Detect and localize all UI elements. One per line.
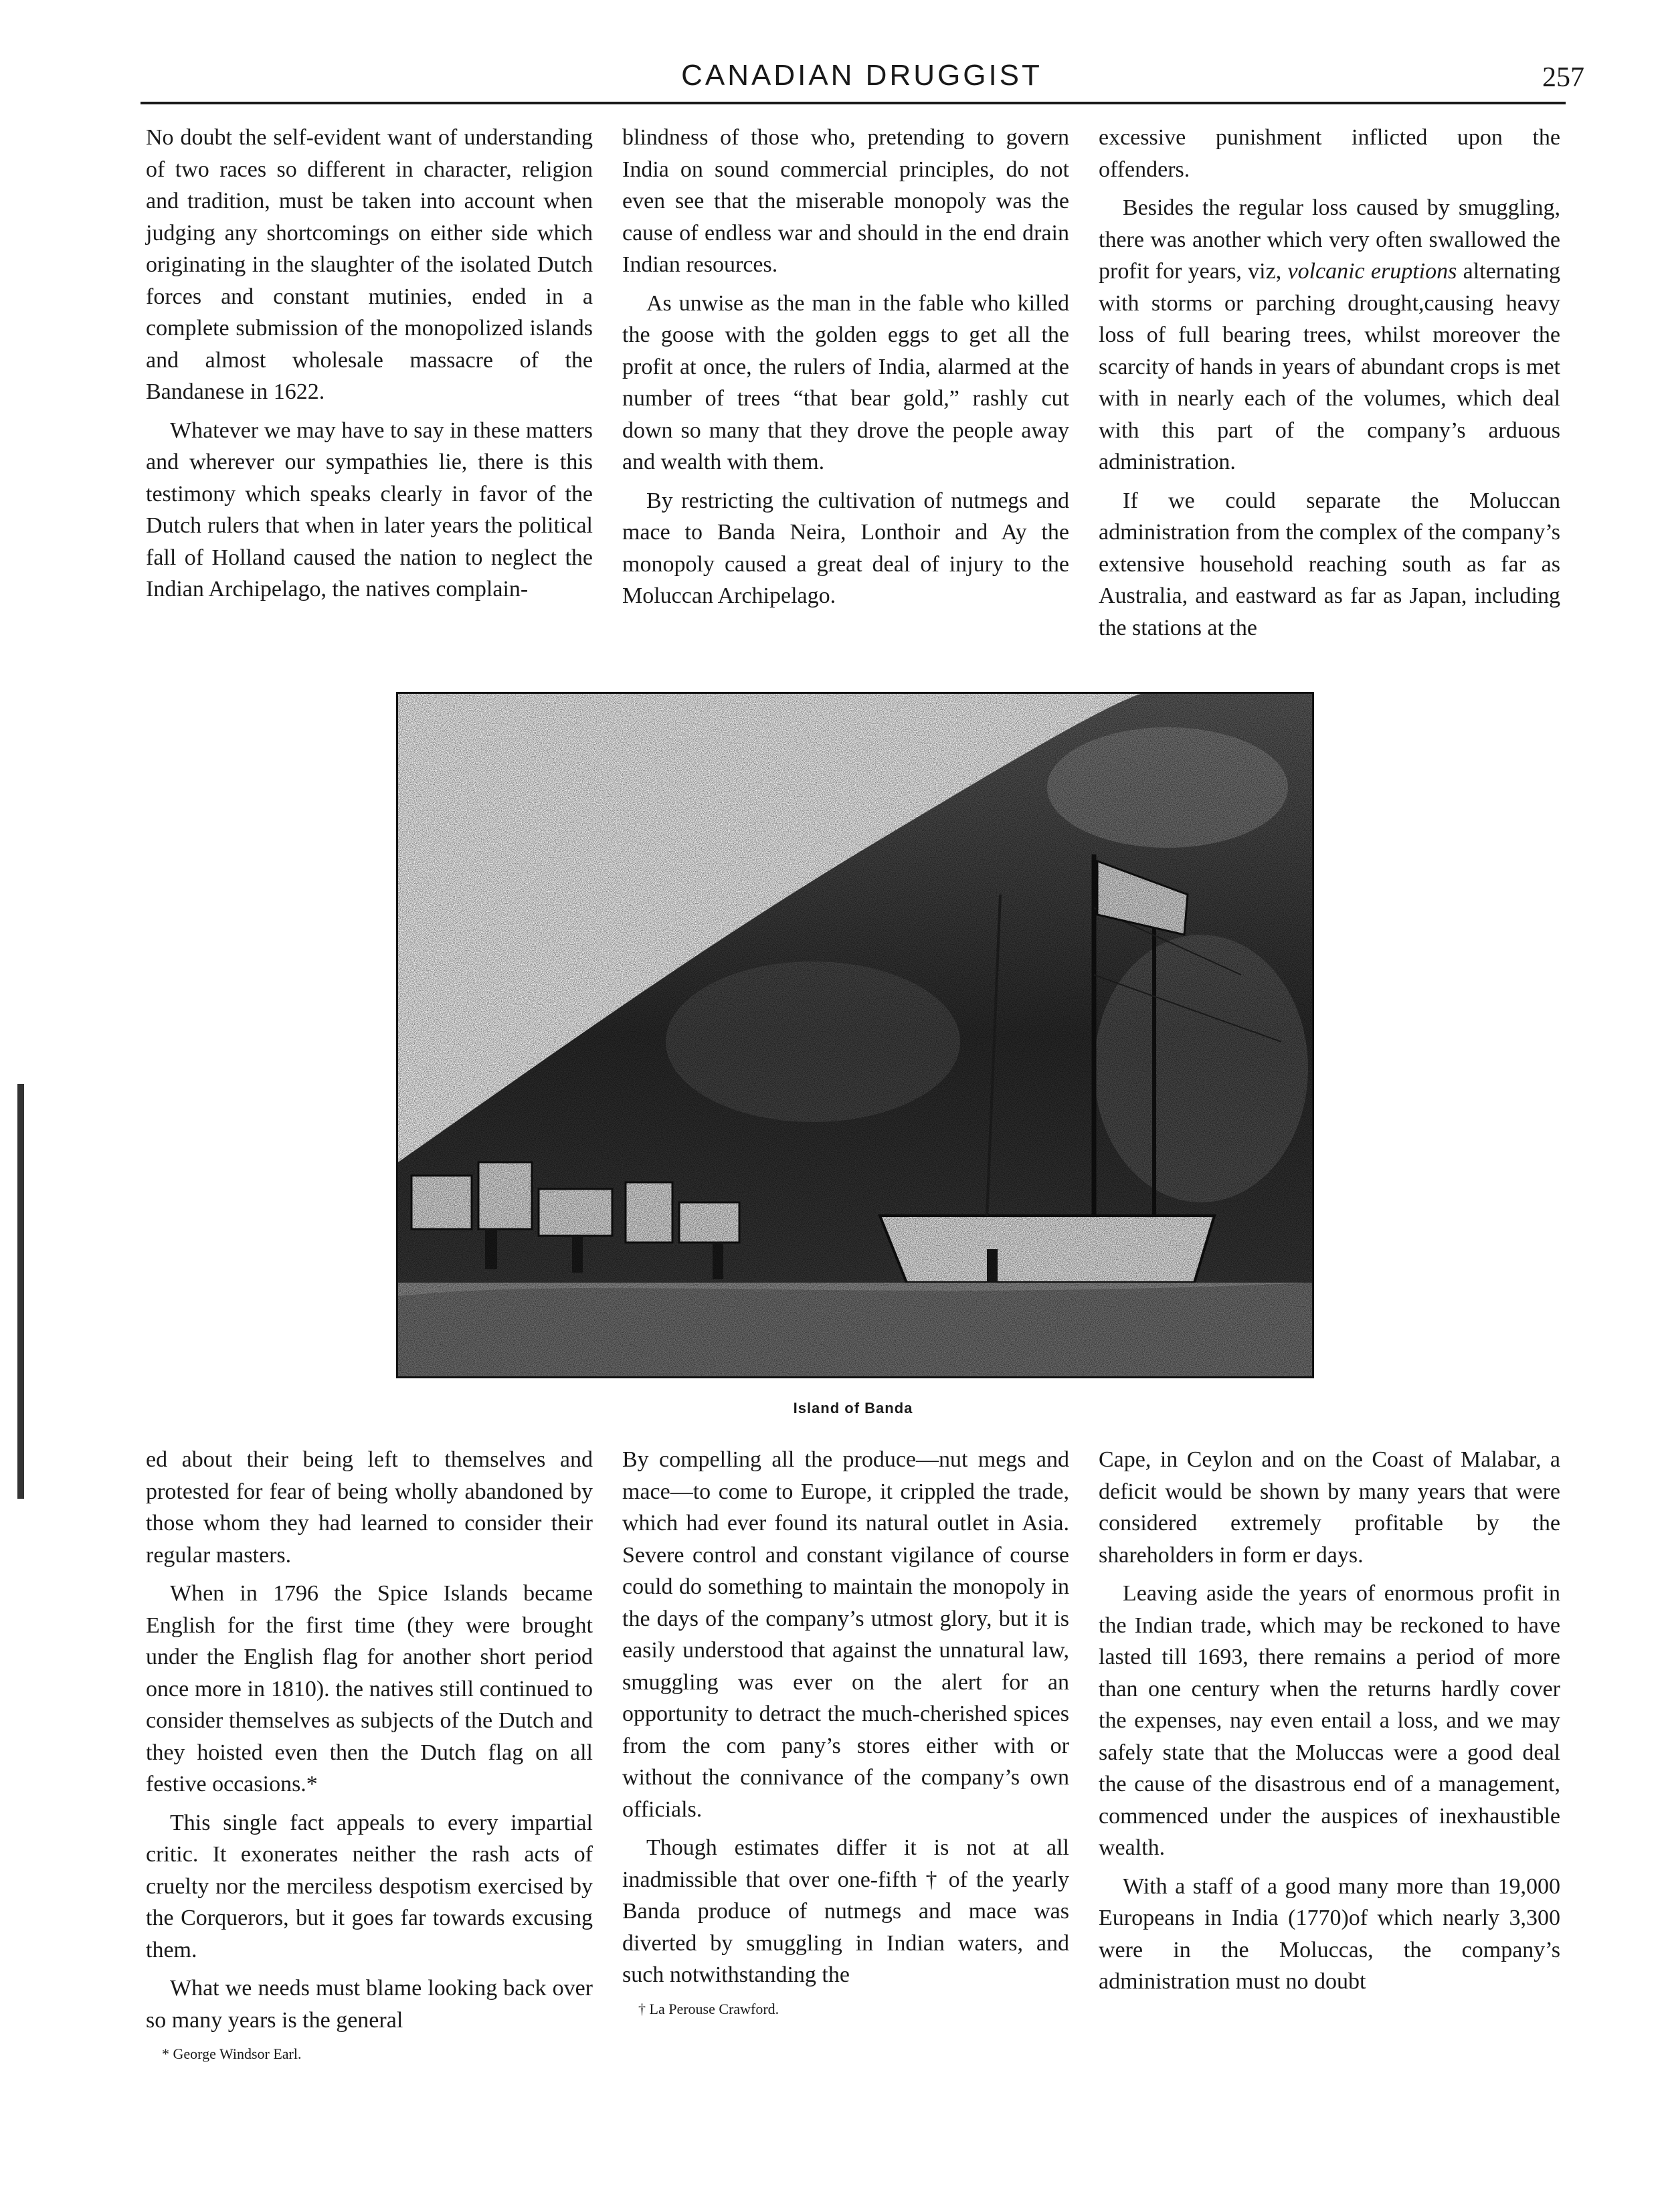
page-number: 257	[1542, 62, 1584, 93]
footnote: † La Perouse Crawford.	[638, 2000, 779, 2017]
page-header	[139, 59, 1584, 106]
paragraph: By compelling all the produce—nut megs and mace—to come to Europe, it crippled the trade, which had ever found its natural outlet in Asia. Severe control and constant vigilance of course could do something to maintain the monopoly in the days of the company’s utmost glory, but it is easily understood that against the unnatural law, smuggling was ever on the alert for an opportunity to detract the much-cherished spices from the com pany’s stores either with or without the connivance of the company’s own officials.	[622, 1447, 1069, 1822]
paragraph: excessive punishment inflicted upon the offenders.	[1099, 125, 1560, 182]
paragraph: By restricting the cultivation of nutmegs and mace to Banda Neira, Lonthoir and Ay the monopoly caused a great deal of injury to the Moluccan Archipelago.	[622, 488, 1069, 608]
paragraph: When in 1796 the Spice Islands became English for the first time (they were brought under the English flag for another short period once more in 1810). the natives still continued to consider themselves as subjects of the Dutch and they hoisted even then the Dutch flag on all festive occasions.*	[146, 1581, 593, 1796]
paragraph: Cape, in Ceylon and on the Coast of Malabar, a deficit would be shown by many years that were considered extremely profitable by the shareholders in form er days.	[1099, 1447, 1560, 1568]
paragraph-text: alternating with storms or parching drought,causing heavy loss of full bearing trees, whilst moreover the scarcity of hands in years of abundant crops is met with in nearly each of the volumes, which deal with this part of the company’s arduous administration.	[1099, 259, 1561, 474]
paragraph: With a staff of a good many more than 19,000 Europeans in India (1770)of which nearly 3,300 were in the Moluccas, the company’s administration must no doubt	[1099, 1873, 1560, 1994]
scan-margin-mark	[17, 1084, 24, 1499]
figure-caption: Island of Banda	[793, 1400, 913, 1416]
paragraph: No doubt the self-evident want of understanding of two races so different in character, religion and tradition, must be taken into account when judging any shortcomings on either side which originating in the slaughter of the isolated Dutch forces and constant mutinies, ended in a complete submission of the monopolized islands and almost wholesale massacre of the Bandanese in 1622.	[146, 125, 593, 404]
bottom-column-1	[146, 1444, 593, 2064]
italic-phrase: volcanic eruptions	[1287, 259, 1457, 284]
paragraph: As unwise as the man in the fable who killed the goose with the golden eggs to get all the profit at once, the rulers of India, alarmed at the number of trees “that bear gold,” rashly cut down so many that they drove the people away and wealth with them.	[622, 290, 1069, 474]
paragraph: Whatever we may have to say in these matters and wherever our sympathies lie, there is this testimony which speaks clearly in favor of the Dutch rulers that when in later years the political fall of Holland caused the nation to neglect the Indian Archipelago, the natives complain-	[146, 418, 593, 602]
top-column-2	[622, 122, 1069, 612]
paragraph: What we needs must blame looking back over so many years is the general	[146, 1976, 593, 2033]
top-column-3	[1099, 122, 1560, 644]
header-rule	[141, 102, 1566, 104]
paragraph: If we could separate the Moluccan administration from the complex of the company’s extensive household reaching south as far as Australia, and eastward as far as Japan, including the stations at the	[1099, 488, 1560, 640]
journal-title: CANADIAN DRUGGIST	[681, 59, 1042, 92]
paragraph: This single fact appeals to every impartial critic. It exonerates neither the rash acts of cruelty nor the merciless despotism exercised by the Corquerors, but it goes far towards excusing them.	[146, 1810, 593, 1962]
paragraph	[1099, 192, 1560, 478]
top-column-1	[146, 122, 593, 606]
paragraph: blindness of those who, pretending to govern India on sound commercial principles, do not even see that the miserable monopoly was the cause of endless war and should in the end drain Indian resources.	[622, 125, 1069, 277]
paragraph: ed about their being left to themselves and protested for fear of being wholly abandoned by those whom they had learned to consider their regular masters.	[146, 1447, 593, 1568]
bottom-column-2	[622, 1444, 1069, 2019]
paragraph-text: Besides the regular loss caused by smuggling, there was another which very often swallowed the profit for years, viz,	[1099, 195, 1560, 284]
bottom-column-3	[1099, 1444, 1560, 1998]
footnote: * George Windsor Earl.	[162, 2045, 302, 2062]
engraving-image	[398, 694, 1312, 1376]
paragraph: Though estimates differ it is not at all inadmissible that over one-fifth † of the yearly Banda produce of nutmegs and mace was diverted by smuggling in Indian waters, and such notwithstanding the	[622, 1835, 1069, 1987]
island-of-banda-illustration	[396, 692, 1314, 1378]
paragraph: Leaving aside the years of enormous profit in the Indian trade, which may be reckoned to have lasted till 1693, there remains a period of more than one century when the returns hardly cover the expenses, nay even entail a loss, and we may safely state that the Moluccas were a good deal the cause of the disastrous end of a management, commenced under the auspices of inexhaustible wealth.	[1099, 1581, 1560, 1860]
